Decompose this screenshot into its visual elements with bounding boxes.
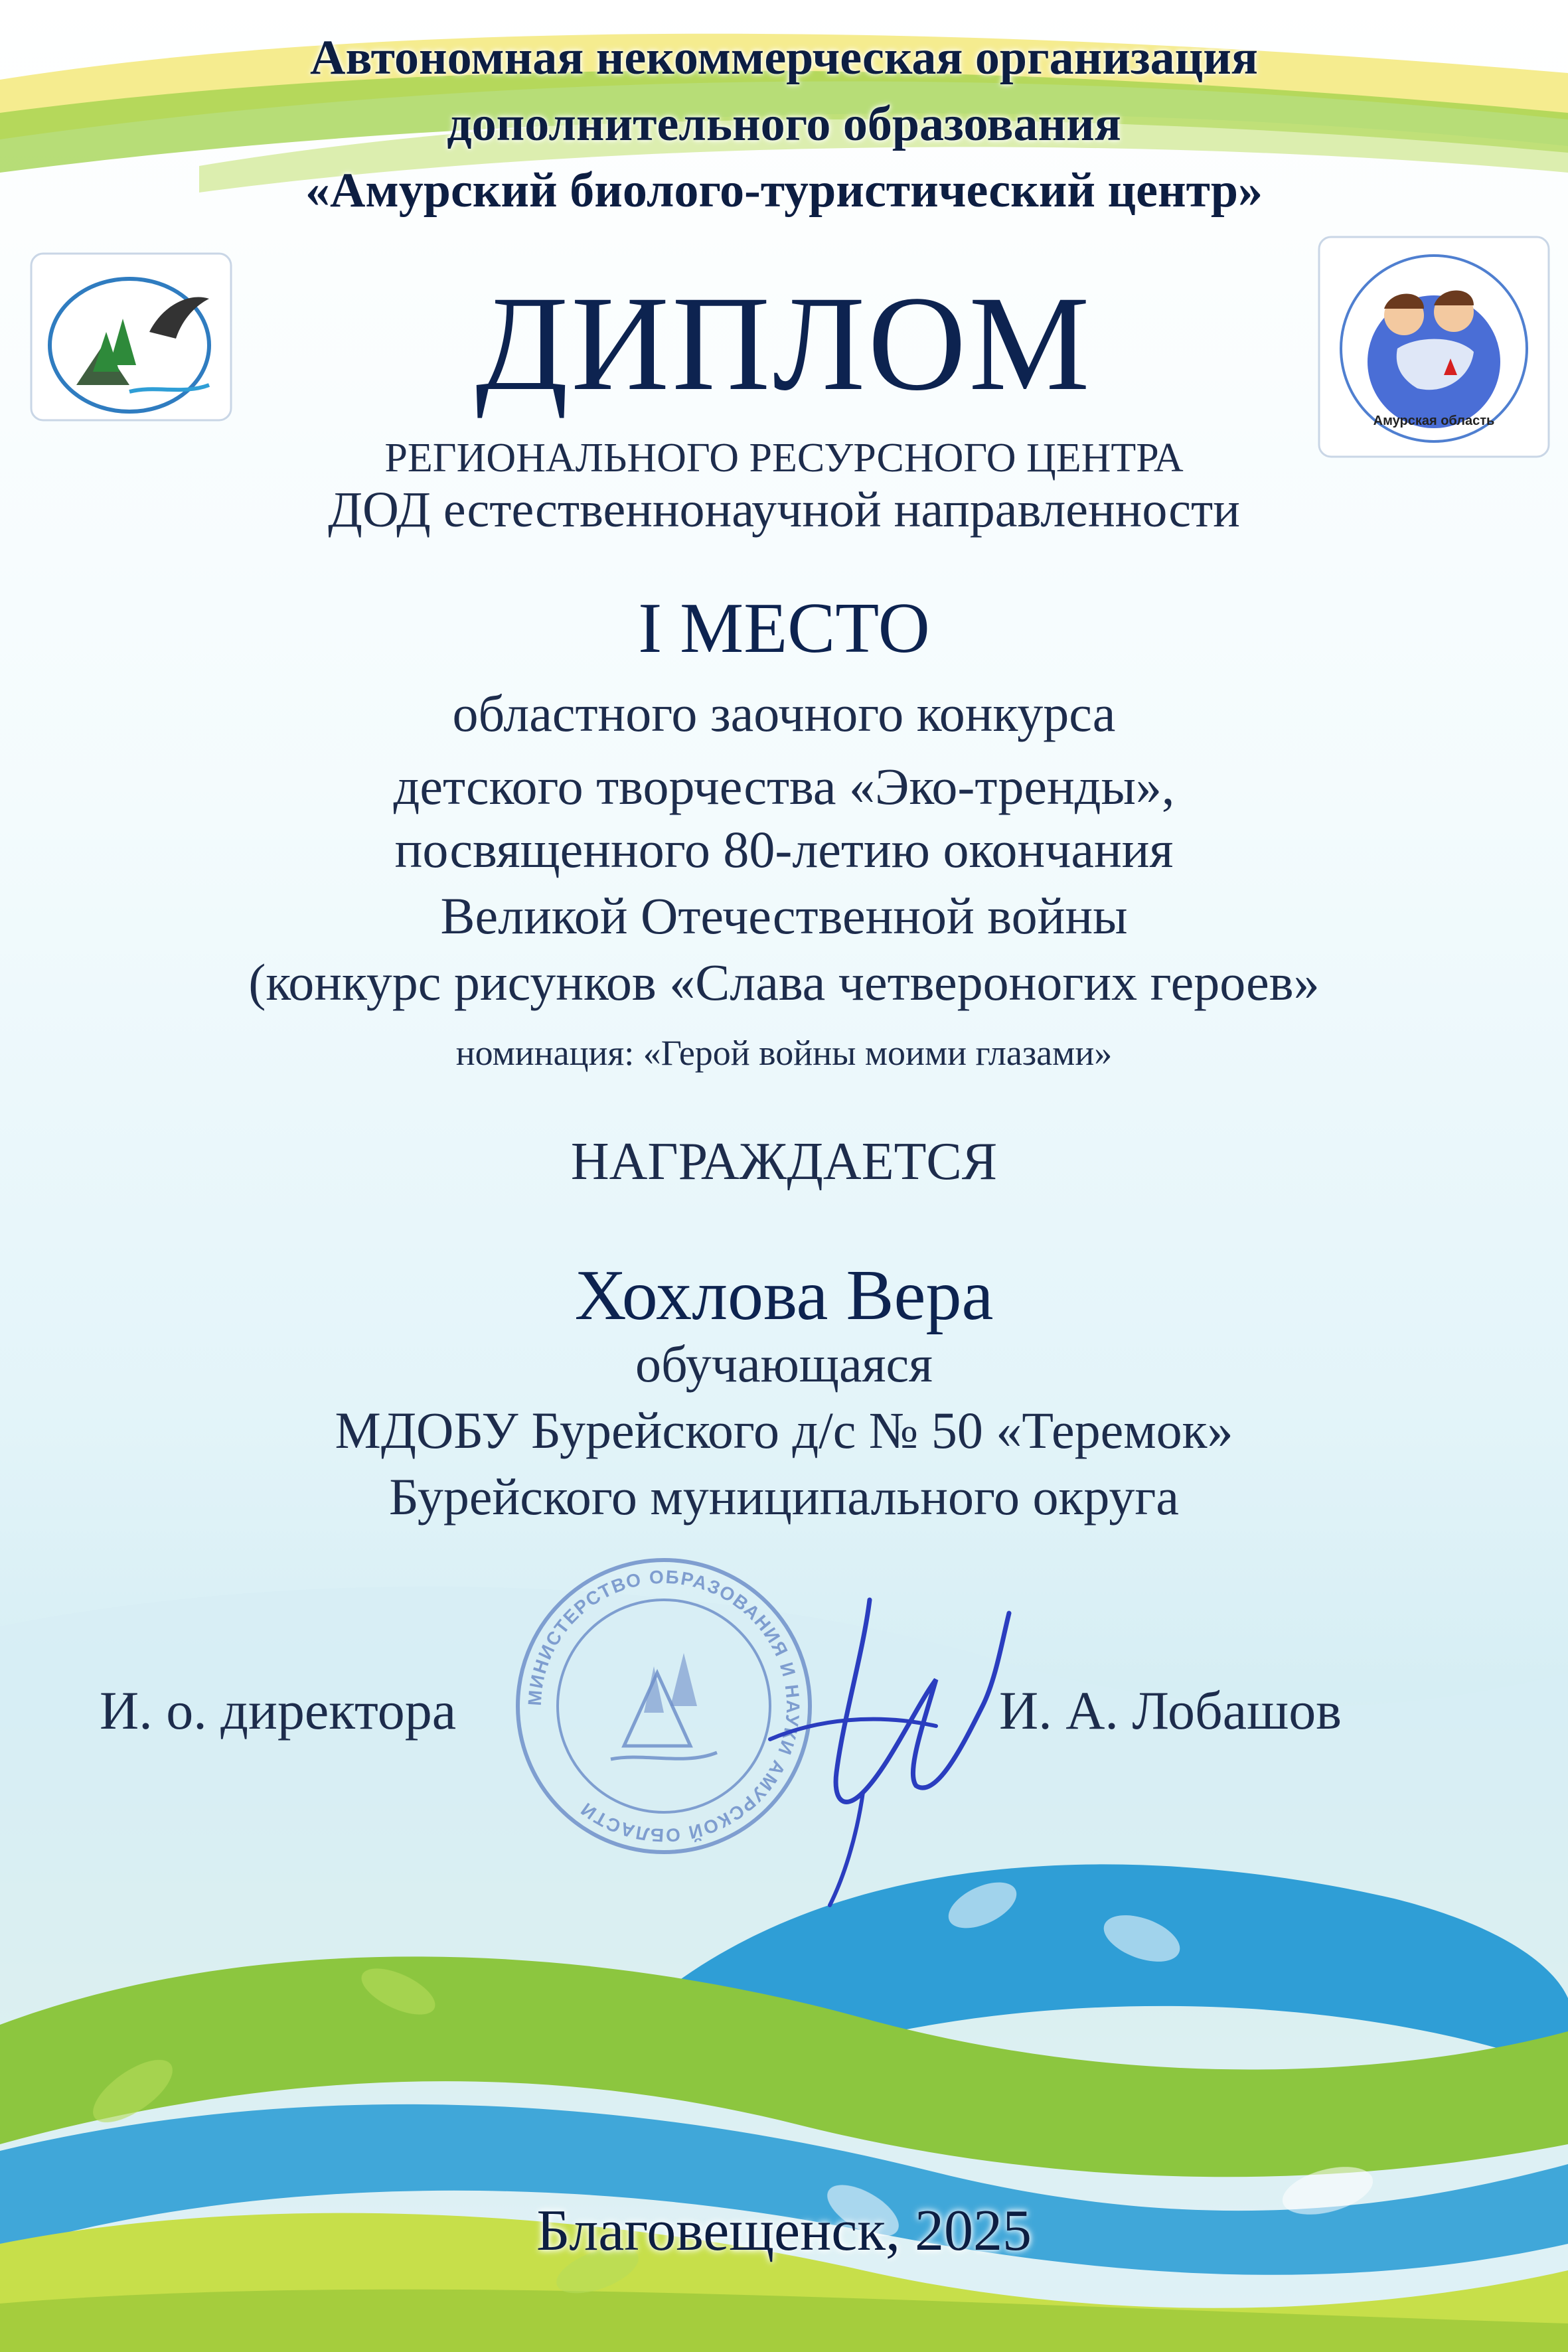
org-name-line1: Автономная некоммерческая организация: [310, 31, 1258, 85]
svg-text:МИНИСТЕРСТВО ОБРАЗОВАНИЯ И НАУ: [524, 1567, 803, 1846]
nomination: номинация: «Герой войны моими глазами»: [455, 1033, 1113, 1073]
org-name-line2: дополнительного образования: [447, 97, 1121, 151]
award-label: НАГРАЖДАЕТСЯ: [570, 1133, 998, 1191]
contest-line4: Великой Отечественной войны: [440, 887, 1128, 945]
stamp-text: МИНИСТЕРСТВО ОБРАЗОВАНИЯ И НАУКИ АМУРСКОЙ ОБЛАСТИ: [524, 1566, 804, 1846]
subtitle-line2: ДОД естественнонаучной направленности: [328, 482, 1240, 538]
recipient-role: обучающаяся: [635, 1335, 933, 1393]
diploma-title: ДИПЛОМ: [475, 268, 1093, 419]
contest-line5: (конкурс рисунков «Слава четвероногих героев»: [248, 953, 1320, 1011]
right-logo-region: Амурская область: [1373, 414, 1495, 428]
contest-line1: областного заочного конкурса: [452, 684, 1116, 742]
signature-name: И. А. Лобашов: [999, 1680, 1342, 1741]
contest-line2: детского творчества «Эко-тренды»,: [393, 757, 1175, 815]
recipient-school: МДОБУ Бурейского д/с № 50 «Теремок»: [335, 1401, 1233, 1459]
contest-line3: посвященного 80-летию окончания: [394, 821, 1174, 878]
org-name-line3: «Амурский биолого-туристический центр»: [305, 163, 1263, 218]
director-signature: [763, 1573, 1082, 1919]
recipient-district: Бурейского муниципального округа: [389, 1468, 1179, 1526]
footer-city-year: Благовещенск, 2025: [536, 2199, 1032, 2263]
place-heading: I МЕСТО: [638, 589, 930, 668]
subtitle-line1: РЕГИОНАЛЬНОГО РЕСУРСНОГО ЦЕНТРА: [384, 435, 1184, 481]
signature-position: И. о. директора: [100, 1680, 457, 1741]
recipient-name: Хохлова Вера: [574, 1256, 994, 1335]
